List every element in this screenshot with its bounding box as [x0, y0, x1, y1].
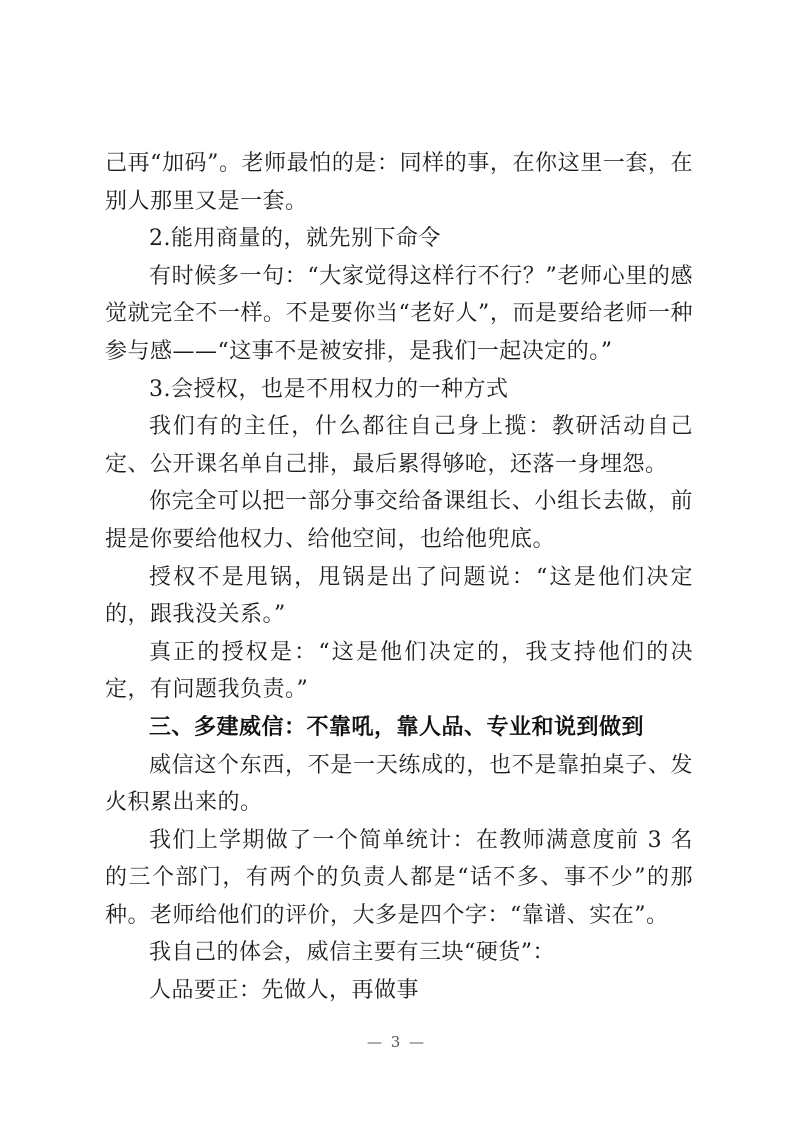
- paragraph: 2.能用商量的，就先别下命令: [149, 226, 441, 252]
- paragraph: 你完全可以把一部分事交给备课组长、小组长去做，前提是你要给他权力、给他空间，也给他兜底。: [105, 489, 693, 552]
- section-heading: 三、多建威信：不靠吼，靠人品、专业和说到做到: [149, 713, 645, 740]
- paragraph: 有时候多一句：“大家觉得这样行不行？”老师心里的感觉就完全不一样。不是要你当“老好人”，而是要给老师一种参与感——“这事不是被安排，是我们一起决定的。”: [105, 263, 693, 364]
- paragraph: 人品要正：先做人，再做事: [149, 978, 420, 1004]
- paragraph: 我自己的体会，威信主要有三块“硬货”：: [149, 940, 555, 966]
- page-number: — 3 —: [366, 1033, 427, 1051]
- paragraph: 我们上学期做了一个简单统计：在教师满意度前 3 名的三个部门，有两个的负责人都是“话不多、事不少”的那种。老师给他们的评价，大多是四个字：“靠谱、实在”。: [105, 827, 693, 928]
- paragraph: 威信这个东西，不是一天练成的，也不是靠拍桌子、发火积累出来的。: [105, 752, 693, 816]
- paragraph: 我们有的主任，什么都往自己身上揽：教研活动自己定、公开课名单自己排，最后累得够呛，还落一身埋怨。: [105, 414, 693, 477]
- paragraph: 授权不是甩锅，甩锅是出了问题说：“这是他们决定的，跟我没关系。”: [105, 564, 693, 628]
- document-body: [105, 145, 693, 1010]
- paragraph: 3.会授权，也是不用权力的一种方式: [149, 376, 509, 402]
- paragraph: 己再“加码”。老师最怕的是：同样的事，在你这里一套，在别人那里又是一套。: [105, 151, 693, 214]
- paragraph: 真正的授权是：“这是他们决定的，我支持他们的决定，有问题我负责。”: [105, 639, 693, 703]
- page-footer: [0, 1032, 793, 1051]
